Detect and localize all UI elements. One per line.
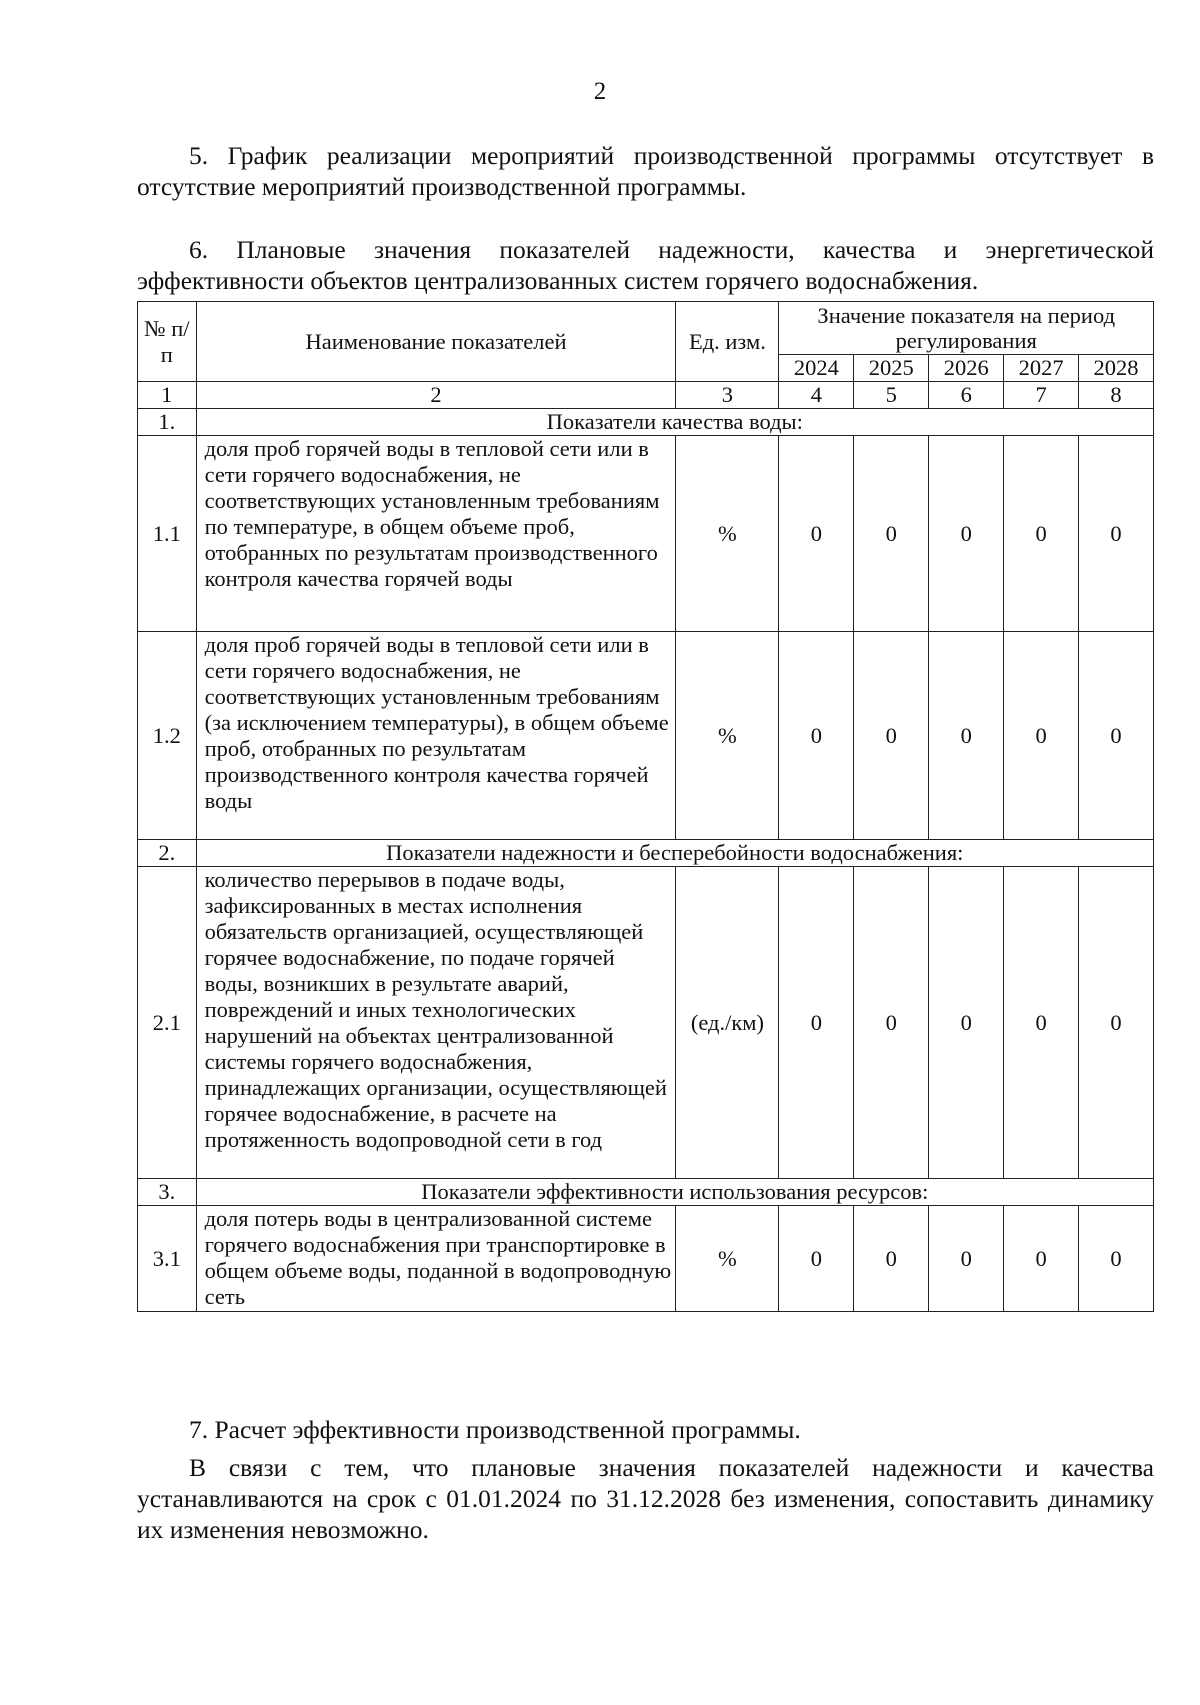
section-row [138,409,1154,436]
row-value: 0 [1004,867,1079,1179]
row-value: 0 [929,632,1004,840]
paragraph-7-title: 7. Расчет эффективности производственной программы. [189,1415,801,1444]
row-value: 0 [929,436,1004,632]
row-value: 0 [779,436,854,632]
header-name: Наименование показателей [196,302,676,382]
column-number: 7 [1004,382,1079,409]
column-number: 8 [1079,382,1154,409]
column-number: 2 [196,382,676,409]
section-num: 2. [138,840,197,867]
row-value: 0 [1079,867,1154,1179]
section-title: Показатели качества воды: [196,409,1153,436]
paragraph-5: 5. График реализации мероприятий производственной программы отсутствует в отсутствие мероприятий производственной программы. [137,141,1154,201]
row-num: 3.1 [138,1206,197,1312]
column-number: 6 [929,382,1004,409]
row-num: 1.2 [138,632,197,840]
table-row [138,1206,1154,1312]
header-year: 2028 [1079,355,1154,382]
row-value: 0 [1079,1206,1154,1312]
row-num: 1.1 [138,436,197,632]
paragraph-6: 6. Плановые значения показателей надежности, качества и энергетической эффективности объектов централизованных систем горячего водоснабжения. [137,235,1154,295]
column-number: 5 [854,382,929,409]
column-number: 4 [779,382,854,409]
header-unit: Ед. изм. [676,302,779,382]
section-num: 1. [138,409,197,436]
table-row [138,867,1154,1179]
indicators-table [137,301,1154,1312]
row-value: 0 [1004,632,1079,840]
row-unit: (ед./км) [676,867,779,1179]
header-year: 2027 [1004,355,1079,382]
table-row [138,436,1154,632]
table-row [138,632,1154,840]
row-value: 0 [929,1206,1004,1312]
section-num: 3. [138,1179,197,1206]
row-name: доля проб горячей воды в тепловой сети или в сети горячего водоснабжения, не соответствующих установленным требованиям по температуре, в общем объеме проб, отобранных по результатам производственного контроля качества горячей воды [196,436,676,632]
row-value: 0 [854,436,929,632]
column-number: 3 [676,382,779,409]
section-title: Показатели эффективности использования ресурсов: [196,1179,1153,1206]
page-number: 2 [593,78,607,105]
row-num: 2.1 [138,867,197,1179]
column-number: 1 [138,382,197,409]
header-year: 2025 [854,355,929,382]
row-name: доля потерь воды в централизованной системе горячего водоснабжения при транспортировке в общем объеме воды, поданной в водопроводную сеть [196,1206,676,1312]
row-value: 0 [1079,436,1154,632]
header-num: № п/п [138,302,197,382]
row-value: 0 [854,1206,929,1312]
section-row [138,1179,1154,1206]
row-name: доля проб горячей воды в тепловой сети или в сети горячего водоснабжения, не соответствующих установленным требованиям (за исключением температуры), в общем объеме проб, отобранных по результатам производственного контроля качества горячей воды [196,632,676,840]
row-value: 0 [929,867,1004,1179]
header-period: Значение показателя на период регулирования [779,302,1154,355]
row-value: 0 [1004,1206,1079,1312]
row-unit: % [676,632,779,840]
row-value: 0 [779,632,854,840]
row-name: количество перерывов в подаче воды, зафиксированных в местах исполнения обязательств организацией, осуществляющей горячее водоснабжение, по подаче горячей воды, возникших в результате аварий, повреждений и иных технологических нарушений на объектах централизованной системы горячего водоснабжения, принадлежащих организации, осуществляющей горячее водоснабжение, в расчете на протяженность водопроводной сети в год [196,867,676,1179]
row-value: 0 [779,1206,854,1312]
row-unit: % [676,1206,779,1312]
header-year: 2024 [779,355,854,382]
row-value: 0 [854,632,929,840]
row-value: 0 [1004,436,1079,632]
section-title: Показатели надежности и бесперебойности водоснабжения: [196,840,1153,867]
header-year: 2026 [929,355,1004,382]
row-unit: % [676,436,779,632]
row-value: 0 [854,867,929,1179]
section-row [138,840,1154,867]
row-value: 0 [779,867,854,1179]
paragraph-7-text: В связи с тем, что плановые значения показателей надежности и качества устанавливаются на срок с 01.01.2024 по 31.12.2028 без изменения, сопоставить динамику их изменения невозможно. [137,1453,1154,1544]
row-value: 0 [1079,632,1154,840]
